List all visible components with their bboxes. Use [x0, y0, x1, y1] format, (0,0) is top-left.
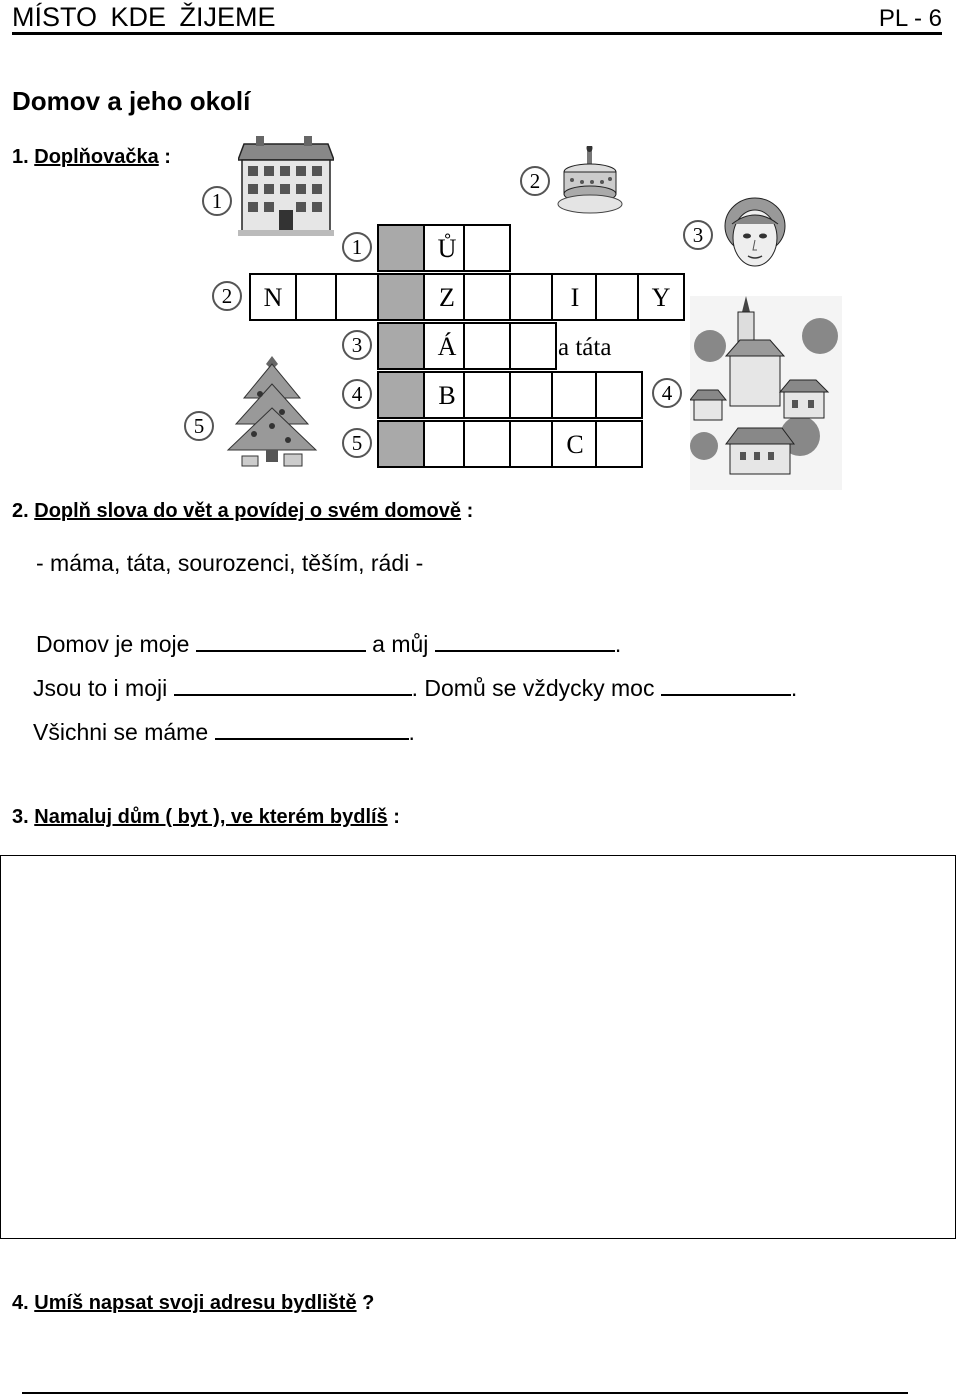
picture-clue-number: 5 — [184, 411, 214, 441]
row-number: 4 — [342, 379, 372, 409]
crossword-cell[interactable] — [509, 322, 557, 370]
sentence-3: Všichni se máme . — [33, 719, 415, 745]
task-4-label: Umíš napsat svoji adresu bydliště — [34, 1292, 357, 1314]
crossword-cell[interactable] — [463, 420, 511, 468]
crossword-cell[interactable] — [595, 420, 643, 468]
crossword-cell[interactable]: Á — [423, 322, 471, 370]
answer-blank[interactable] — [174, 674, 412, 696]
crossword-cell[interactable]: B — [423, 371, 471, 419]
crossword-cell[interactable] — [377, 371, 425, 419]
sentence-2: Jsou to i moji . Domů se vždycky moc . — [33, 675, 798, 701]
crossword-cell[interactable] — [463, 224, 511, 272]
row-number: 3 — [342, 330, 372, 360]
answer-blank[interactable] — [435, 630, 615, 652]
crossword-cell[interactable] — [509, 371, 557, 419]
answer-blank[interactable] — [215, 718, 409, 740]
christmas-tree-icon — [224, 350, 320, 470]
birthday-cake-icon — [557, 146, 623, 216]
address-writing-line[interactable] — [22, 1392, 908, 1394]
crossword-cell[interactable] — [377, 273, 425, 321]
crossword-cell[interactable]: Z — [423, 273, 471, 321]
apartment-building-icon — [238, 134, 334, 238]
crossword-cell[interactable] — [377, 420, 425, 468]
picture-clue-number: 1 — [202, 186, 232, 216]
crossword-cell[interactable]: Y — [637, 273, 685, 321]
task-1-heading: 1. Doplňovačka : — [12, 146, 171, 168]
crossword-cell[interactable] — [335, 273, 383, 321]
crossword-cell[interactable] — [463, 273, 511, 321]
crossword-cell[interactable]: N — [249, 273, 297, 321]
task-1-label: Doplňovačka — [34, 146, 159, 168]
crossword-cell[interactable]: Ů — [423, 224, 471, 272]
task-3-number: 3. — [12, 806, 29, 828]
answer-blank[interactable] — [196, 630, 366, 652]
drawing-box[interactable] — [0, 855, 956, 1239]
crossword-cell[interactable] — [509, 273, 557, 321]
word-bank: - máma, táta, sourozenci, těším, rádi - — [36, 550, 424, 576]
crossword-cell[interactable] — [463, 322, 511, 370]
crossword-cell[interactable]: I — [551, 273, 599, 321]
task-3-label: Namaluj dům ( byt ), ve kterém bydlíš — [34, 806, 388, 828]
row-3-hint-text: a táta — [558, 334, 612, 361]
crossword-area — [0, 0, 960, 500]
worksheet-title: MÍSTO KDE ŽIJEME — [12, 2, 276, 32]
crossword-cell[interactable] — [377, 322, 425, 370]
crossword-cell[interactable] — [463, 371, 511, 419]
crossword-cell[interactable] — [509, 420, 557, 468]
row-number: 2 — [212, 281, 242, 311]
sentence-1: Domov je moje a můj . — [36, 631, 622, 657]
task-2-number: 2. — [12, 500, 29, 522]
picture-clue-number: 4 — [652, 378, 682, 408]
row-number: 5 — [342, 428, 372, 458]
picture-clue-number: 3 — [683, 220, 713, 250]
task-3-heading: 3. Namaluj dům ( byt ), ve kterém bydlíš : — [12, 806, 400, 828]
answer-blank[interactable] — [661, 674, 791, 696]
crossword-cell[interactable] — [595, 371, 643, 419]
village-icon — [690, 296, 842, 490]
crossword-cell[interactable] — [377, 224, 425, 272]
task-2-label: Doplň slova do vět a povídej o svém domově — [34, 500, 462, 522]
section-title: Domov a jeho okolí — [12, 86, 251, 116]
crossword-cell[interactable] — [595, 273, 643, 321]
picture-clue-number: 2 — [520, 166, 550, 196]
crossword-cell[interactable]: C — [551, 420, 599, 468]
task-4-heading: 4. Umíš napsat svoji adresu bydliště ? — [12, 1292, 375, 1314]
task-1-number: 1. — [12, 146, 29, 168]
crossword-cell[interactable] — [551, 371, 599, 419]
task-2-heading: 2. Doplň slova do vět a povídej o svém domově : — [12, 500, 474, 522]
worksheet-code: PL - 6 — [878, 5, 942, 32]
row-number: 1 — [342, 232, 372, 262]
task-4-number: 4. — [12, 1292, 29, 1314]
girl-face-icon — [722, 196, 788, 272]
